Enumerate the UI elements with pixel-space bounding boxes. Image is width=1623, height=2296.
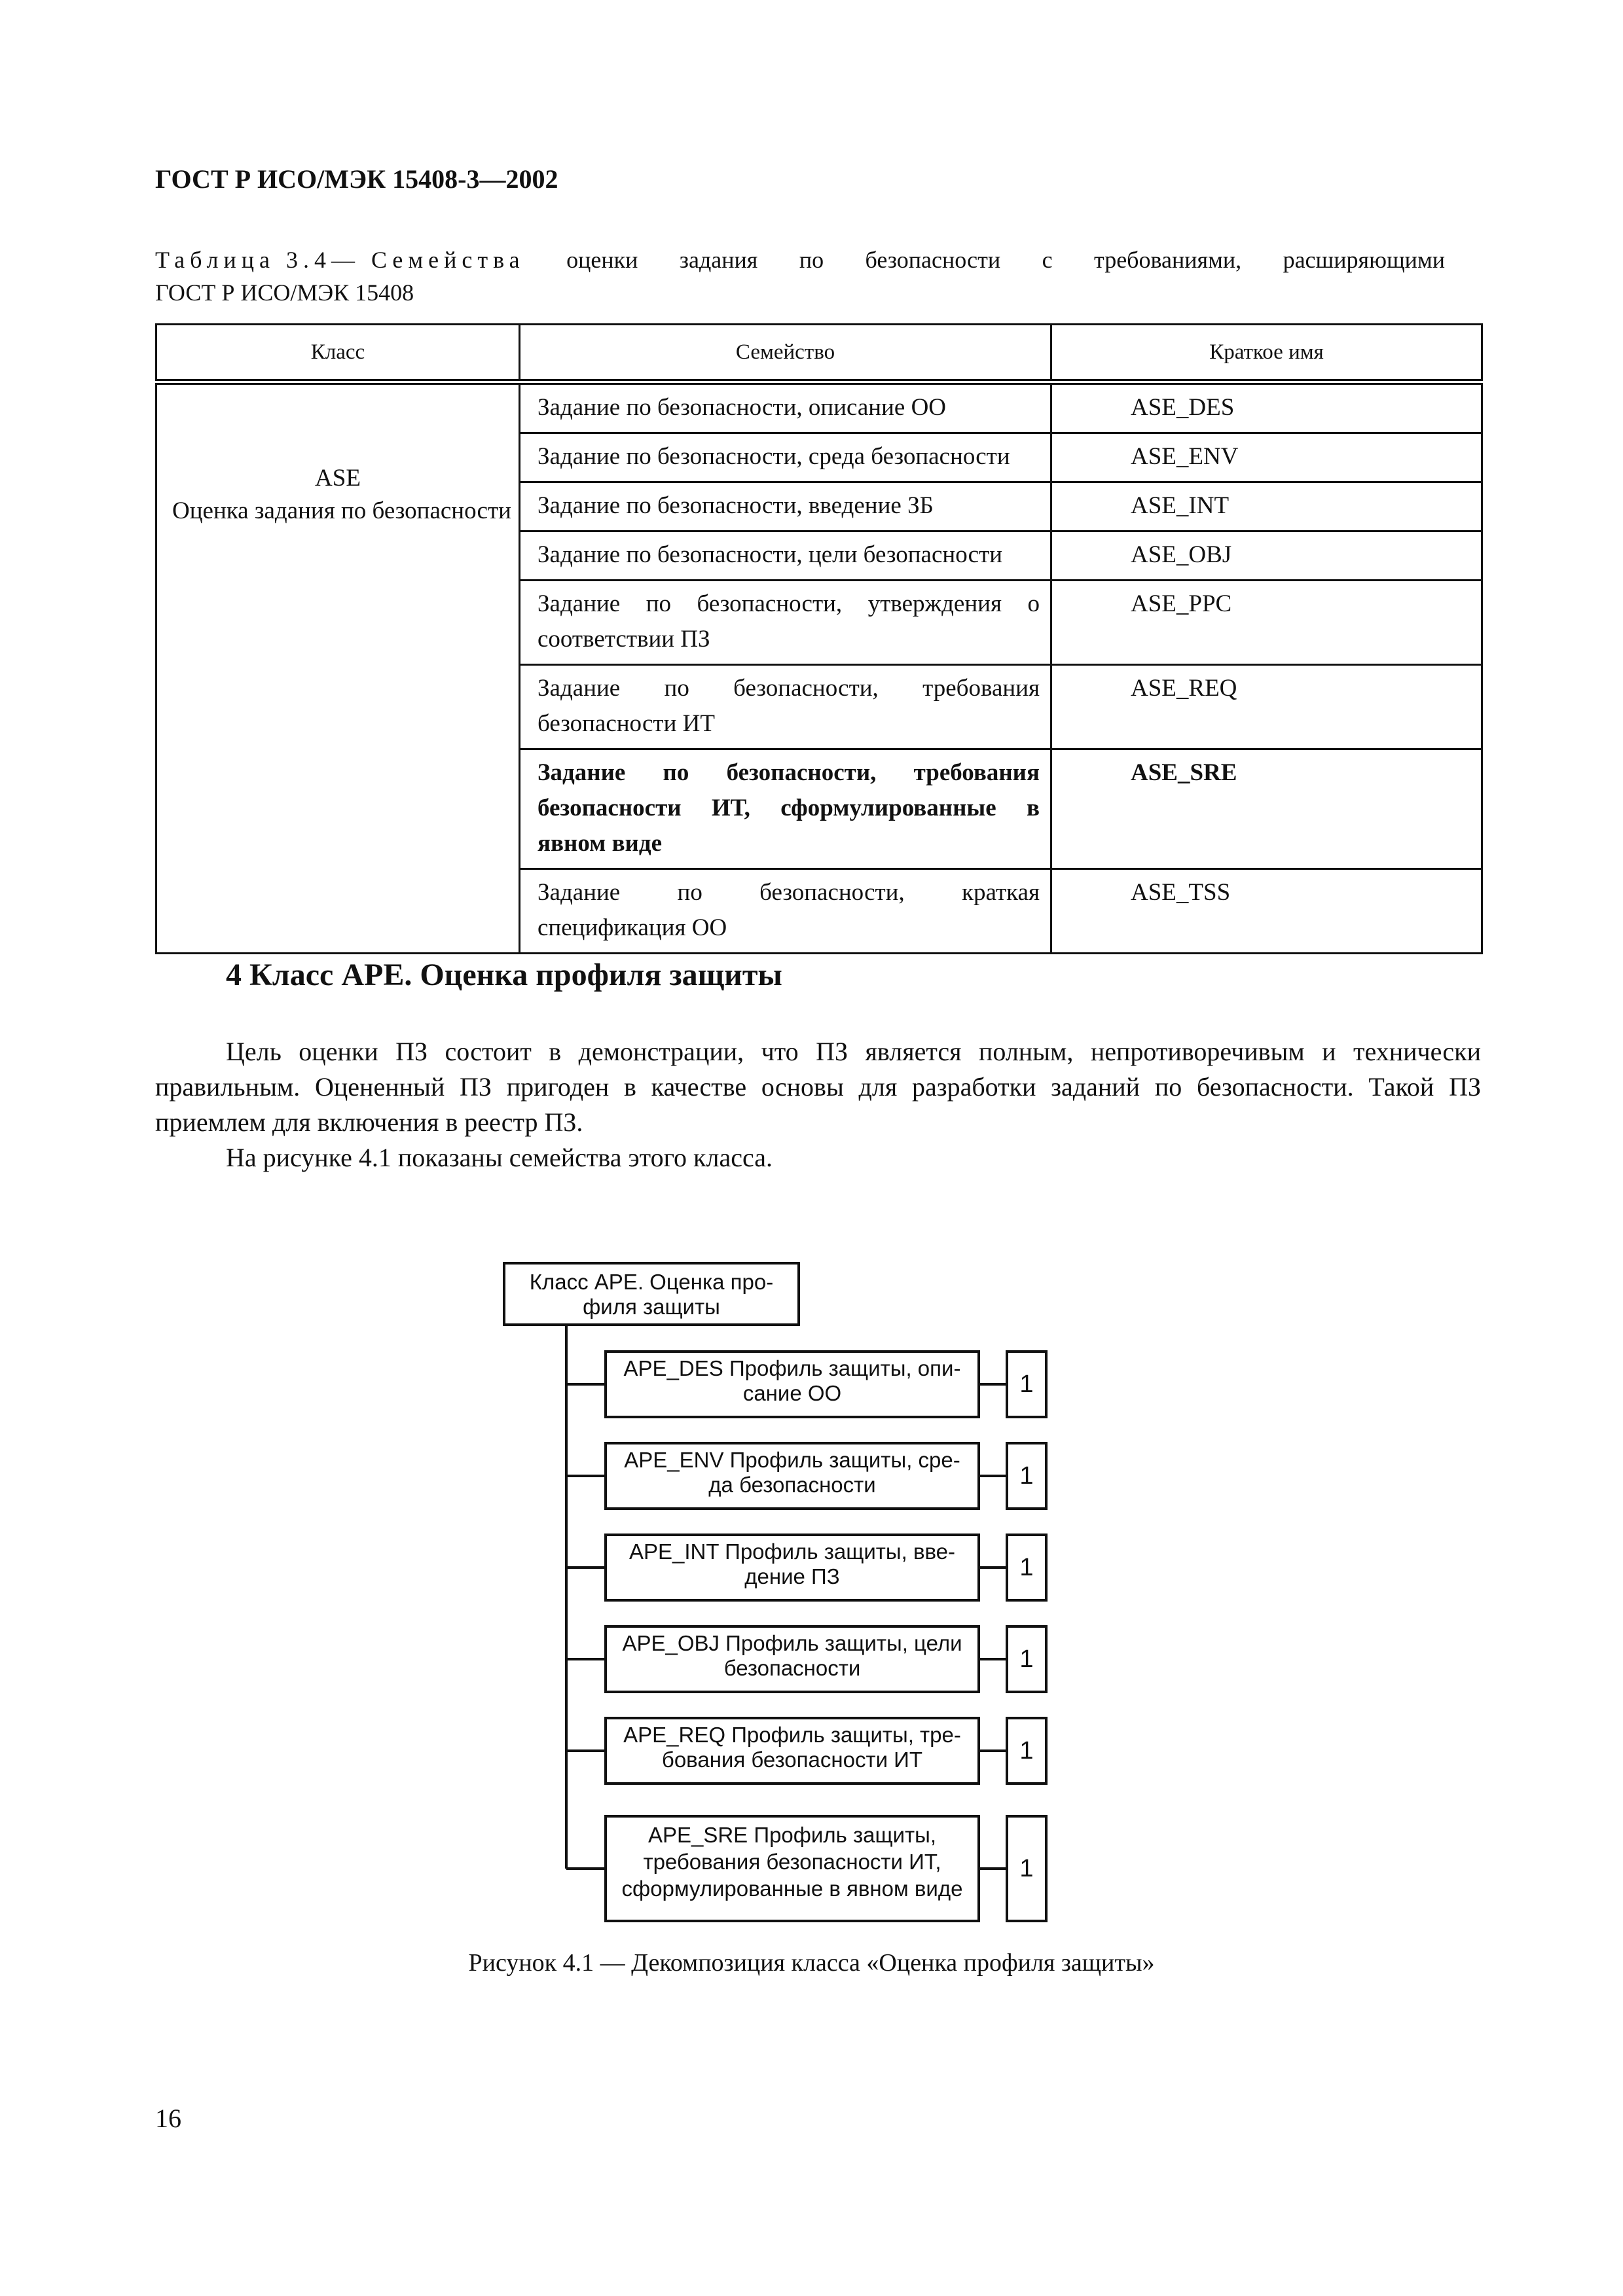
level-label: 1 [1019,1737,1034,1765]
family-label-line: APE_SRE Профиль защиты, [647,1823,937,1847]
level-label: 1 [1019,1554,1034,1581]
class-code: ASE [315,465,361,492]
document-header: ГОСТ Р ИСО/МЭК 15408-3—2002 [155,164,558,194]
short-name-cell: ASE_REQ [1051,665,1482,749]
page-number: 16 [155,2104,181,2133]
family-label-line: дение ПЗ [744,1564,840,1588]
family-label-line: APE_OBJ Профиль защиты, цели [622,1631,962,1655]
family-label-line: APE_INT Профиль защиты, вве- [629,1539,956,1564]
root-label-line: Класс APE. Оценка про- [529,1270,774,1294]
family-cell: Задание по безопасности, среда безопасности [520,433,1051,482]
column-header-family: Семейство [520,325,1051,382]
paragraph: Цель оценки ПЗ состоит в демонстрации, что ПЗ является полным, непротиворечивым и технически правильным. Оцененный ПЗ пригоден в качестве основы для разработки заданий по безопасности. Такой ПЗ приемлем для включения в реестр ПЗ. [155,1037,1481,1137]
level-label: 1 [1019,1645,1034,1673]
family-cell: Задание по безопасности, описание ОО [520,382,1051,433]
short-name-cell: ASE_DES [1051,382,1482,433]
short-name-cell: ASE_ENV [1051,433,1482,482]
level-label: 1 [1019,1371,1034,1398]
family-label-line: APE_ENV Профиль защиты, сре- [624,1448,960,1472]
short-name-cell: ASE_TSS [1051,869,1482,954]
family-label-line: да безопасности [708,1473,876,1497]
family-cell: Задание по безопасности, краткая спецификация ОО [520,869,1051,954]
caption-word: по [799,247,824,273]
family-label-line: сание ОО [742,1381,842,1405]
section-heading: 4 Класс АРЕ. Оценка профиля защиты [226,958,782,992]
short-name-cell: ASE_INT [1051,482,1482,531]
family-label-line: бования безопасности ИТ [661,1748,923,1772]
caption-word: оценки [566,247,638,273]
level-label: 1 [1019,1855,1034,1882]
caption-word: расширяющими [1283,247,1445,273]
caption-word: задания [679,247,758,273]
family-cell: Задание по безопасности, введение ЗБ [520,482,1051,531]
level-label: 1 [1019,1462,1034,1490]
family-label-line: требования безопасности ИТ, [643,1850,941,1874]
family-cell: Задание по безопасности, требования безопасности ИТ [520,665,1051,749]
column-header-short-name: Краткое имя [1051,325,1482,382]
caption-word: требованиями, [1094,247,1242,273]
root-label-line: филя защиты [583,1295,720,1319]
family-label-line: APE_REQ Профиль защиты, тре- [623,1723,961,1747]
short-name-cell: ASE_PPC [1051,581,1482,665]
paragraph: На рисунке 4.1 показаны семейства этого класса. [226,1143,773,1172]
table-caption-line2: ГОСТ Р ИСО/МЭК 15408 [155,279,414,306]
column-header-class: Класс [156,325,520,382]
family-label-line: безопасности [723,1656,861,1680]
family-cell: Задание по безопасности, требования безопасности ИТ, сформулированные в явном виде [520,749,1051,869]
class-description: Оценка задания по безопасности [172,497,511,524]
family-cell: Задание по безопасности, утверждения о соответствии ПЗ [520,581,1051,665]
family-cell: Задание по безопасности, цели безопасности [520,531,1051,581]
figure-caption: Рисунок 4.1 — Декомпозиция класса «Оценка профиля защиты» [468,1949,1155,1977]
family-label-line: сформулированные в явном виде [621,1876,963,1901]
family-label-line: APE_DES Профиль защиты, опи- [623,1356,961,1380]
short-name-cell: ASE_SRE [1051,749,1482,869]
caption-word: Таблица 3.4— Семейства [155,247,525,273]
short-name-cell: ASE_OBJ [1051,531,1482,581]
caption-word: безопасности [865,247,1001,273]
caption-word: с [1042,247,1053,273]
